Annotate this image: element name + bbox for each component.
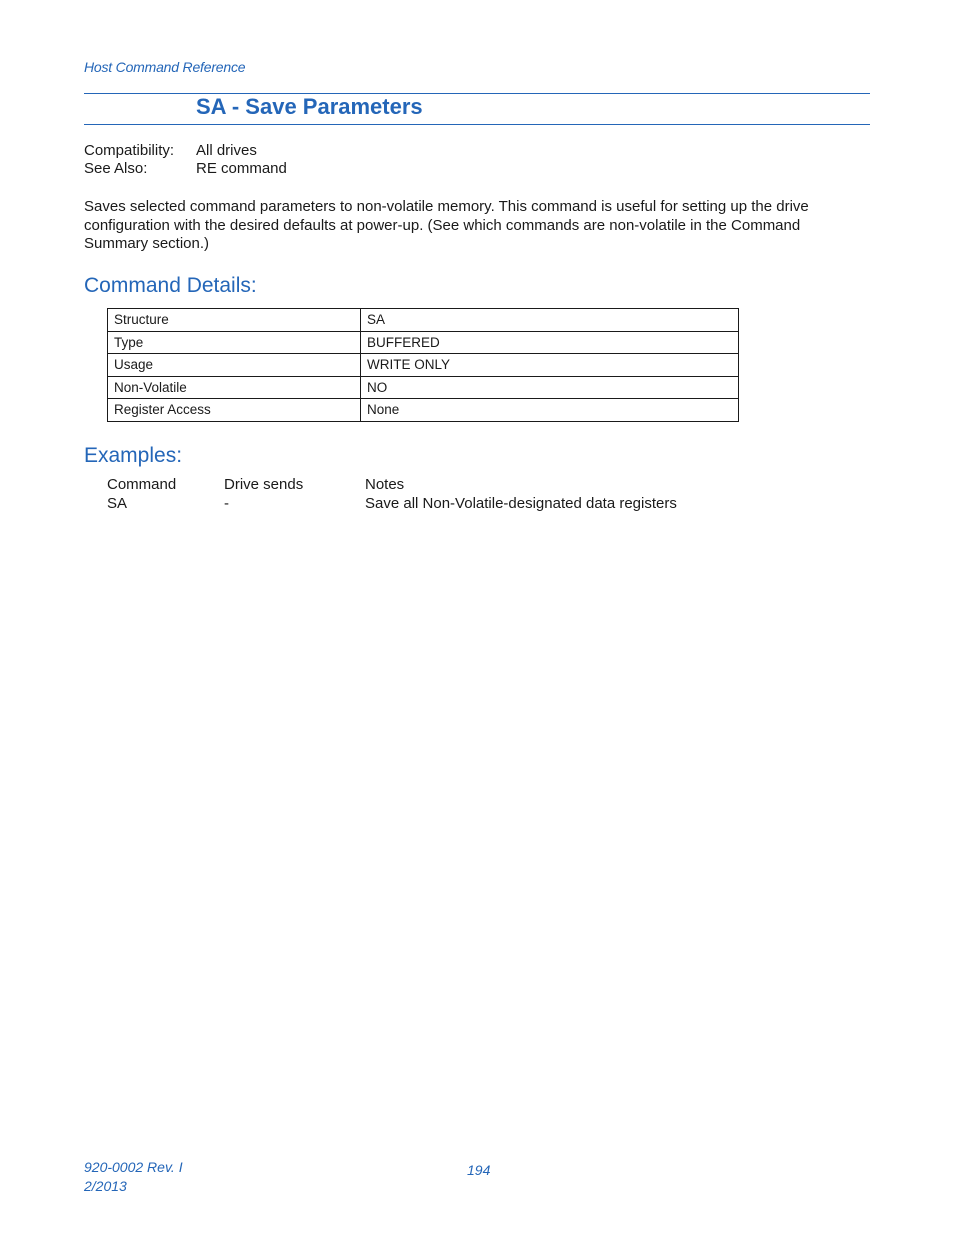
footer-doc-number: 920-0002 Rev. I: [84, 1159, 183, 1175]
table-row: [108, 354, 739, 377]
example-command: SA: [107, 495, 128, 512]
table-value-cell: BUFFERED: [361, 331, 739, 354]
table-row: [108, 331, 739, 354]
table-value-cell: WRITE ONLY: [361, 354, 739, 377]
table-key-cell: Structure: [108, 309, 361, 332]
command-details-table: [107, 308, 739, 422]
table-key-cell: Register Access: [108, 399, 361, 422]
page-number: 194: [467, 1162, 491, 1178]
description-line: Summary section.): [84, 235, 210, 252]
see-also-label: See Also:: [84, 160, 148, 177]
table-key-cell: Non-Volatile: [108, 376, 361, 399]
see-also-value: RE command: [196, 160, 287, 177]
examples-column-command: Command: [107, 476, 177, 493]
table-value-cell: None: [361, 399, 739, 422]
table-value-cell: NO: [361, 376, 739, 399]
description-paragraph: [84, 198, 864, 254]
example-drive-sends: -: [224, 495, 229, 512]
example-notes: Save all Non-Volatile-designated data registers: [365, 495, 677, 512]
running-head: Host Command Reference: [84, 59, 246, 75]
title-bottom-rule: [84, 124, 870, 125]
compatibility-value: All drives: [196, 142, 257, 159]
table-value-cell: SA: [361, 309, 739, 332]
description-line: configuration with the desired defaults at power-up. (See which commands are non-volatile in the Command: [84, 216, 801, 234]
footer-date: 2/2013: [84, 1178, 127, 1194]
section-title: SA - Save Parameters: [196, 94, 423, 119]
table-key-cell: Usage: [108, 354, 361, 377]
compatibility-label: Compatibility:: [84, 142, 175, 159]
table-row: [108, 399, 739, 422]
command-details-heading: Command Details:: [84, 274, 257, 297]
examples-column-drive-sends: Drive sends: [224, 476, 304, 493]
table-row: [108, 309, 739, 332]
table-row: [108, 376, 739, 399]
table-key-cell: Type: [108, 331, 361, 354]
description-line: Saves selected command parameters to non-volatile memory. This command is useful for setting up the drive: [84, 198, 809, 215]
examples-heading: Examples:: [84, 444, 183, 467]
examples-column-notes: Notes: [365, 476, 405, 493]
